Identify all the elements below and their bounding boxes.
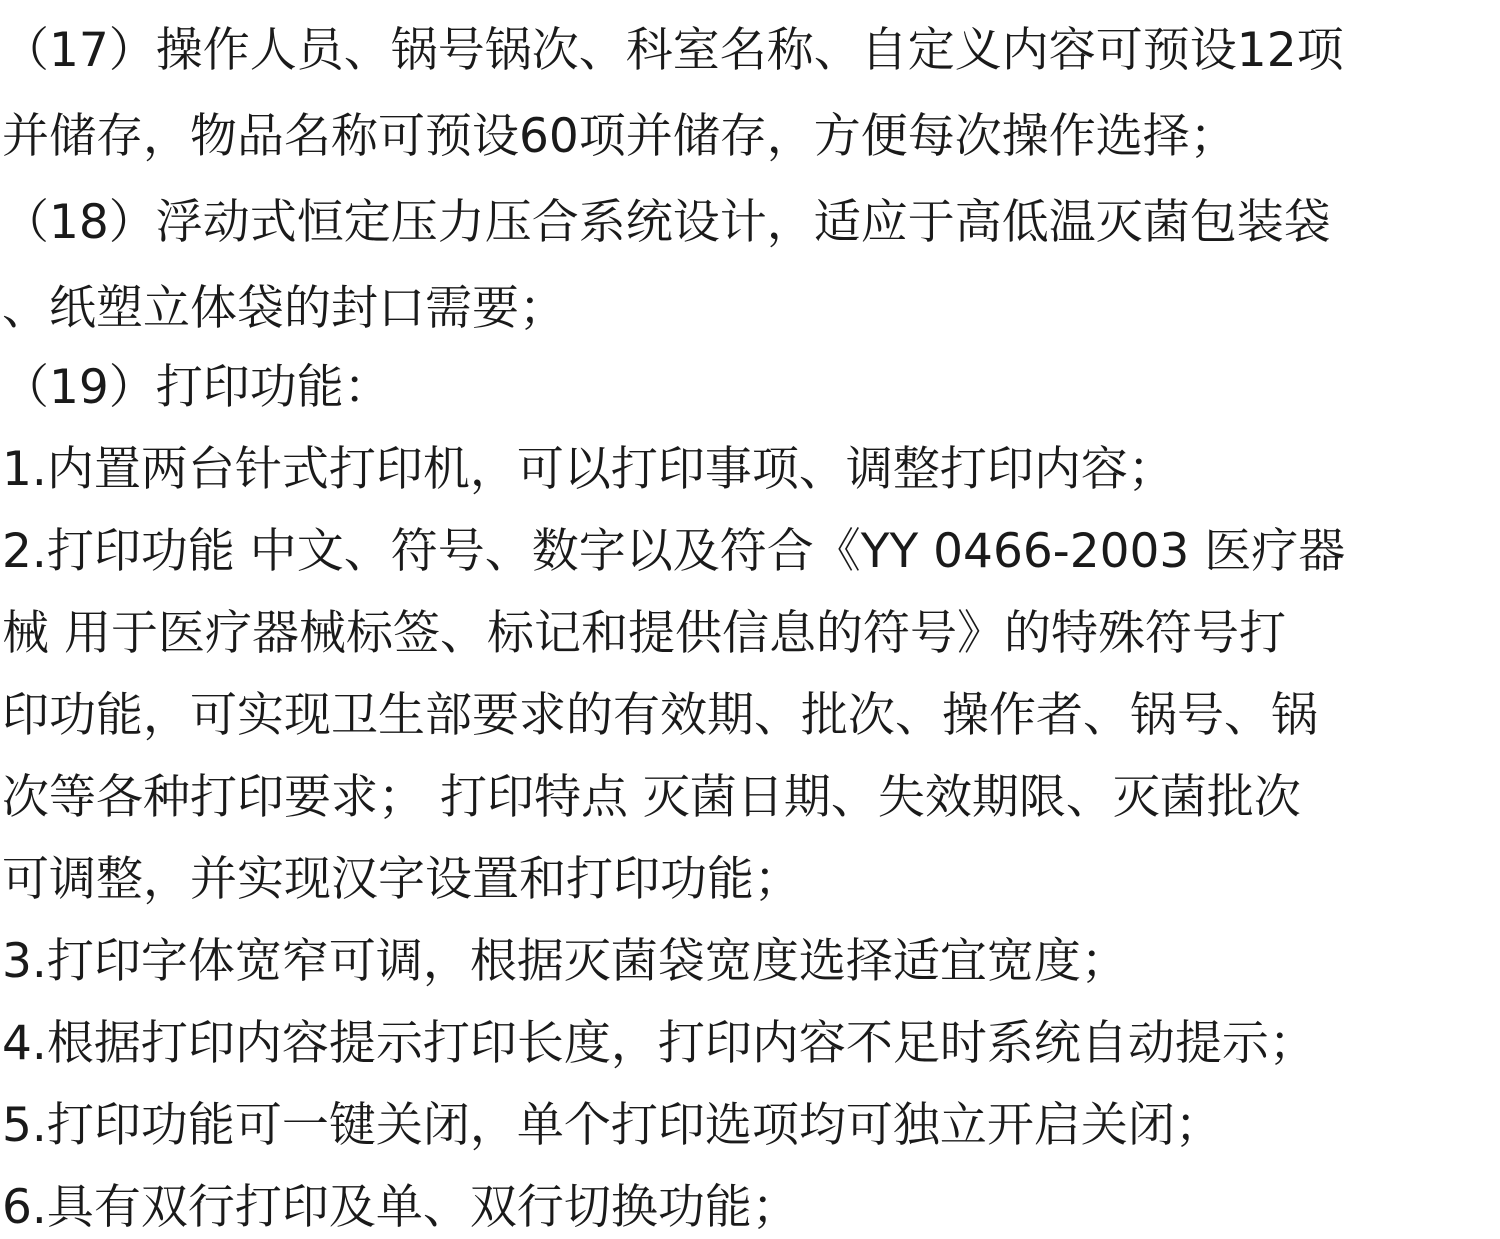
- text-line-item-19-heading: （19）打印功能：: [2, 360, 391, 415]
- text-line-item-17-cont: 并储存，物品名称可预设60项并储存，方便每次操作选择；: [2, 109, 1237, 164]
- text-line-subitem-4: 4.根据打印内容提示打印长度，打印内容不足时系统自动提示；: [2, 1016, 1316, 1071]
- text-line-subitem-1: 1.内置两台针式打印机，可以打印事项、调整打印内容；: [2, 442, 1175, 497]
- text-line-subitem-2-cont-c: 次等各种打印要求； 打印特点 灭菌日期、失效期限、灭菌批次: [2, 770, 1301, 825]
- text-line-item-18: （18）浮动式恒定压力压合系统设计，适应于高低温灭菌包装袋: [2, 195, 1331, 250]
- text-line-subitem-5: 5.打印功能可一键关闭，单个打印选项均可独立开启关闭；: [2, 1098, 1222, 1153]
- text-line-subitem-3: 3.打印字体宽窄可调，根据灭菌袋宽度选择适宜宽度；: [2, 934, 1128, 989]
- text-line-subitem-2-cont-d: 可调整，并实现汉字设置和打印功能；: [2, 852, 801, 907]
- text-line-subitem-2-cont-b: 印功能，可实现卫生部要求的有效期、批次、操作者、锅号、锅: [2, 688, 1318, 743]
- text-line-subitem-2-cont-a: 械 用于医疗器械标签、标记和提供信息的符号》的特殊符号打: [2, 606, 1286, 661]
- text-line-item-17: （17）操作人员、锅号锅次、科室名称、自定义内容可预设12项: [2, 23, 1344, 78]
- text-line-subitem-2: 2.打印功能 中文、符号、数字以及符合《YY 0466-2003 医疗器: [2, 524, 1346, 579]
- text-line-subitem-6: 6.具有双行打印及单、双行切换功能；: [2, 1180, 799, 1235]
- text-line-item-18-cont: 、纸塑立体袋的封口需要；: [2, 281, 566, 336]
